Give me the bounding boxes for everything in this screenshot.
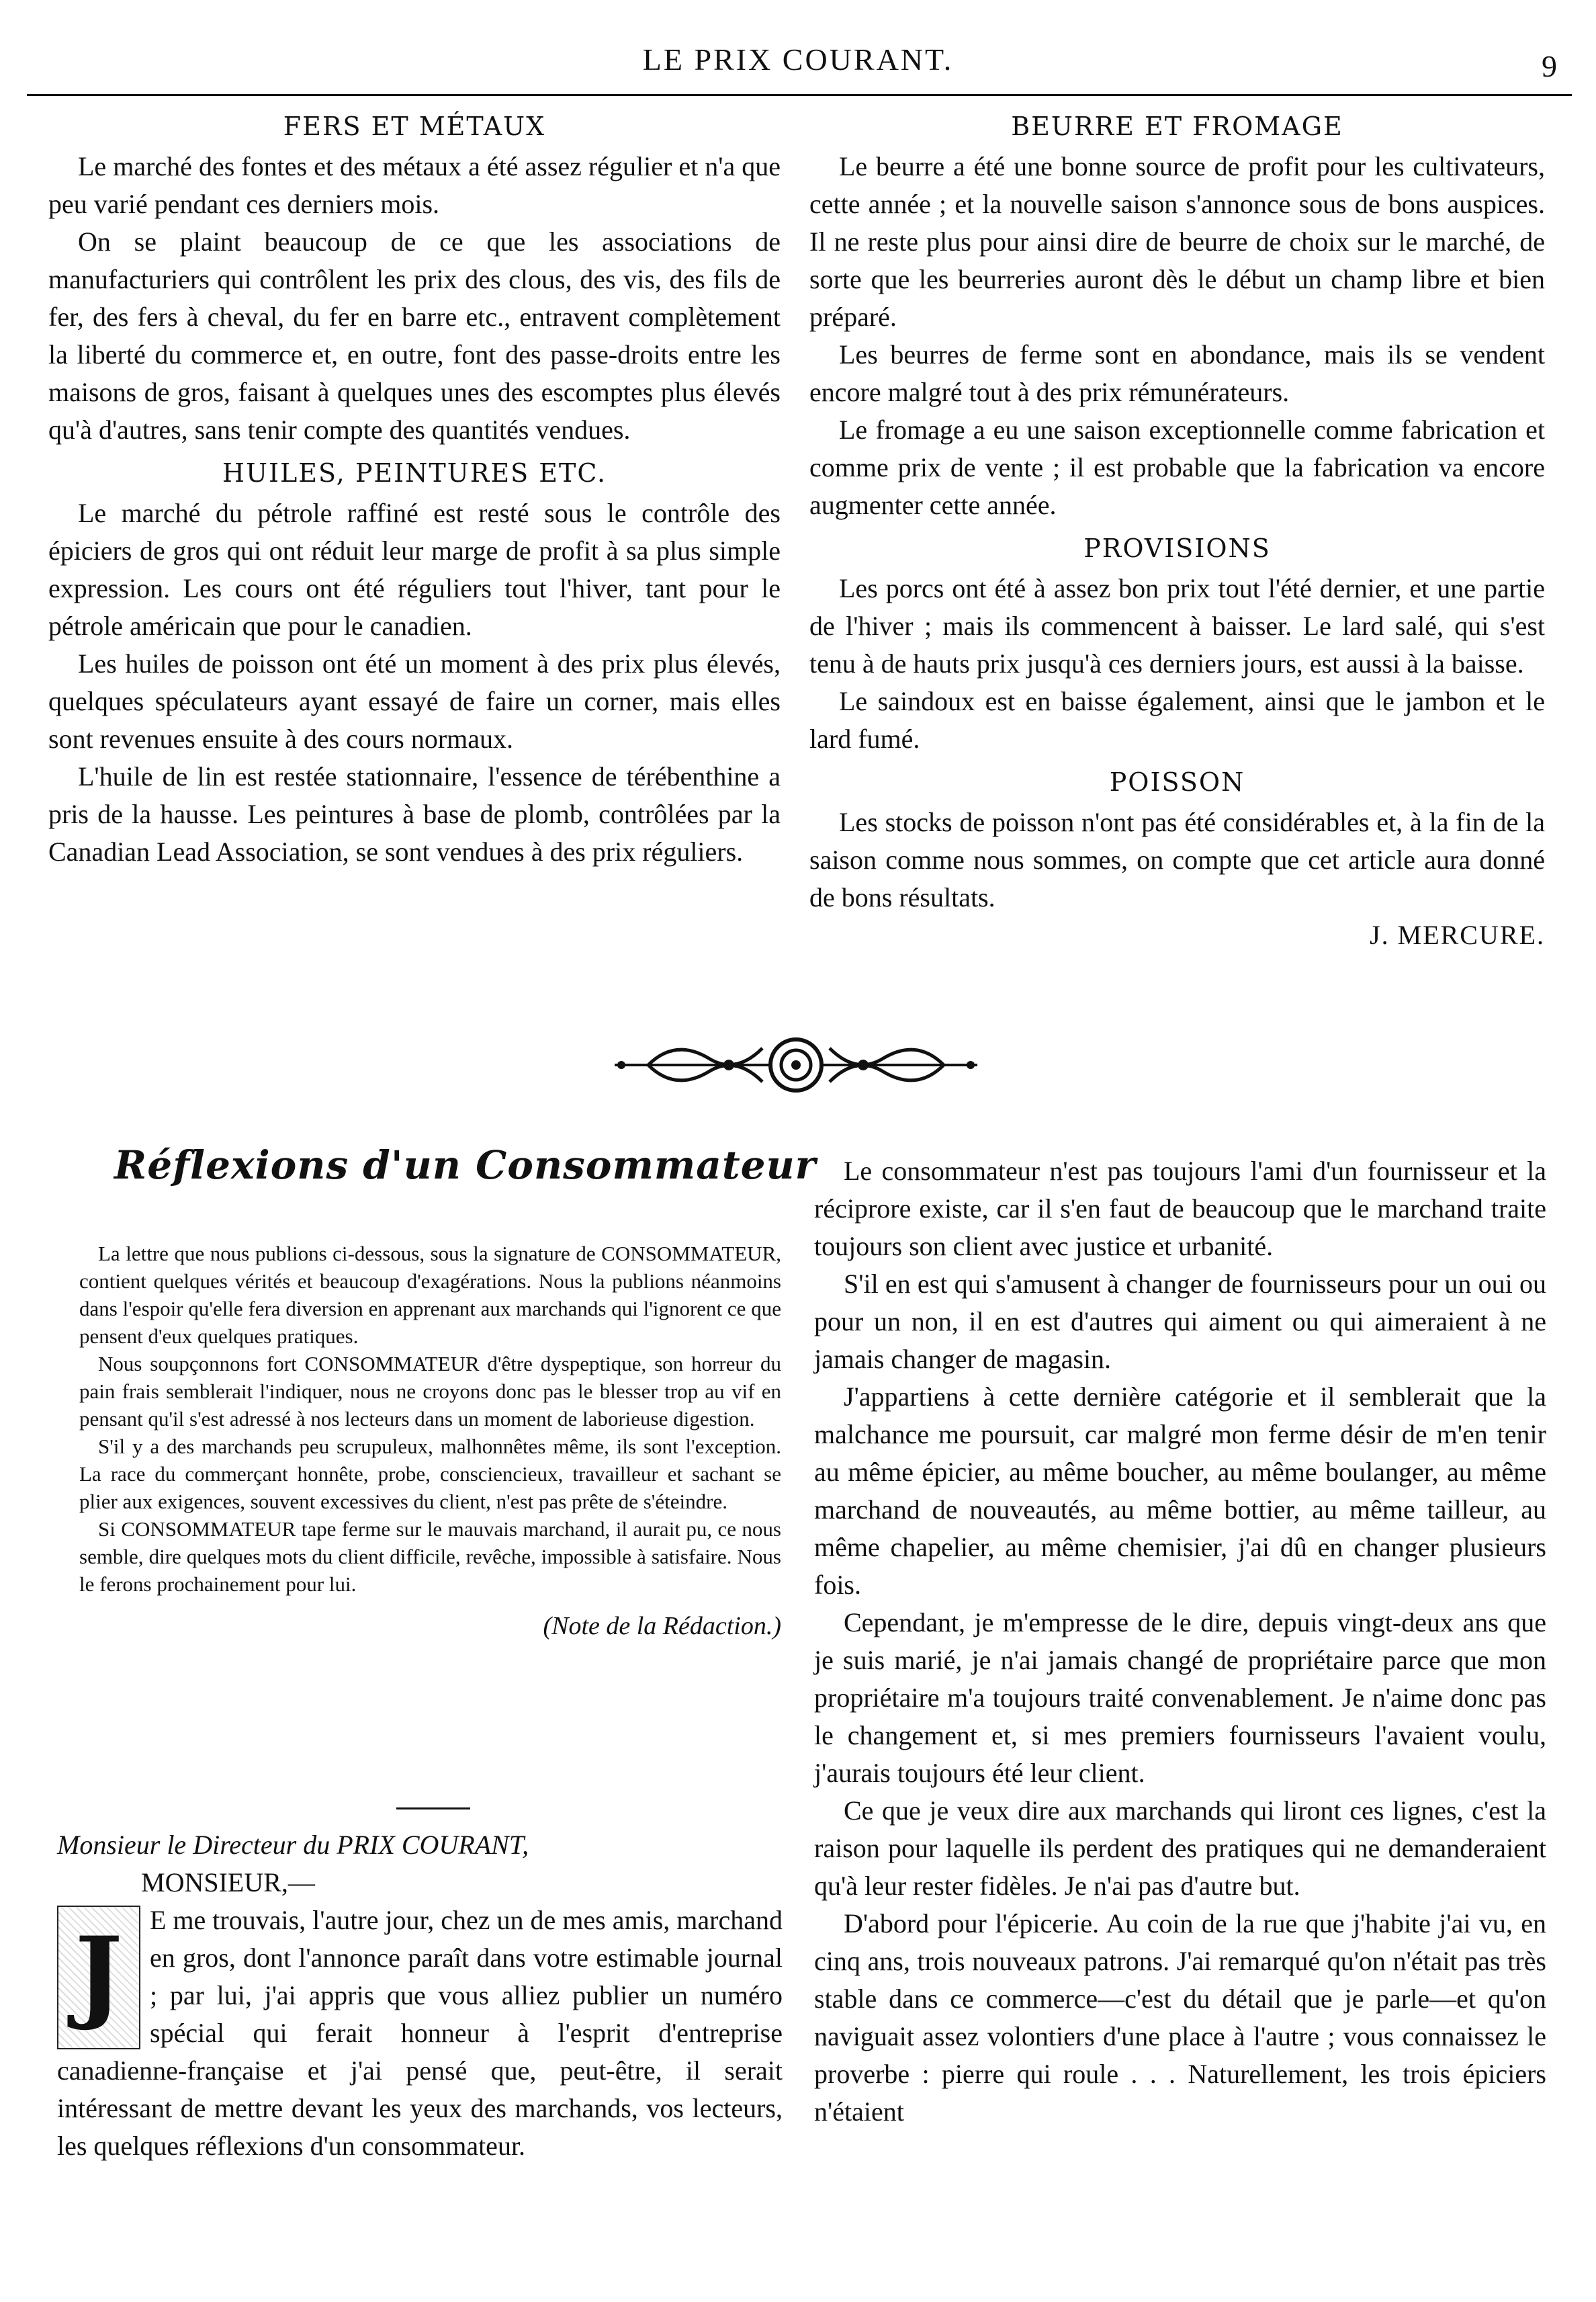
ornament-divider: [608, 1031, 984, 1099]
letter-paragraph: S'il en est qui s'amusent à changer de fournisseurs pour un oui ou pour un non, il en est d'autres qui aiment ou qui aimeraient à ne jamais changer de magasin.: [814, 1269, 1546, 1374]
paragraph: Les porcs ont été à assez bon prix tout l'été dernier, et une partie de l'hiver ; mais ils commencent à baisser. Le lard salé, qui s'est tenu à de hauts prix jusqu'à ces derniers jours, est aussi à la baisse.: [809, 573, 1545, 679]
note-paragraph: La lettre que nous publions ci-dessous, sous la signature de CONSOMMATEUR, contient quelques vérités et beaucoup d'exagérations. Nous la publions néanmoins dans l'espoir qu'elle fera diversion en apprenant aux marchands qui l'ignorent ce que pensent d'eux quelques pratiques.: [79, 1242, 781, 1348]
paragraph: On se plaint beaucoup de ce que les associations de manufacturiers qui contrôlent les prix des clous, des vis, des fils de fer, des fers à cheval, du fer en barre etc., entravent complètement la liberté du commerce et, en outre, font des passe-droits entre les maisons de gros, faisant à quelques unes des escomptes plus élevés qu'à d'autres, sans tenir compte des quantités vendues.: [48, 226, 781, 445]
letter-paragraph: Cependant, je m'empresse de le dire, depuis vingt-deux ans que je suis marié, je n'ai jamais changé de propriétaire parce que mon propriétaire m'a toujours traité convenablement. Je n'aime donc pas le changement et, si mes premiers fournisseurs l'avaient voulu, j'aurais toujours été leur client.: [814, 1607, 1546, 1788]
note-paragraph: Nous soupçonnons fort CONSOMMATEUR d'être dyspeptique, son horreur du pain frais semblerait l'indiquer, nous ne croyons donc pas le blesser trop au vif en pensant qu'il s'est adressé à nos lecteurs dans un moment de laborieuse digestion.: [79, 1352, 781, 1431]
letter-left-column: [57, 1826, 783, 2165]
section-heading: HUILES, PEINTURES ETC.: [222, 458, 607, 488]
letter-paragraph: Le consommateur n'est pas toujours l'ami d'un fournisseur et la réciprore existe, car il s'en faut de beaucoup que le marchand traite toujours son client avec justice et urbanité.: [814, 1156, 1546, 1261]
right-top-column: [809, 108, 1545, 954]
paragraph: Le fromage a eu une saison exceptionnelle comme fabrication et comme prix de vente ; il est probable que la fabrication va encore augmenter cette année.: [809, 415, 1545, 520]
paragraph: Les huiles de poisson ont été un moment à des prix plus élevés, quelques spéculateurs ayant essayé de faire un corner, mais elles sont revenues ensuite à des cours normaux.: [48, 648, 781, 754]
salutation: Monsieur le Directeur du PRIX COURANT,: [57, 1830, 529, 1860]
letter-paragraph: J'appartiens à cette dernière catégorie et il semblerait que la malchance me poursuit, car malgré mon ferme désir de m'en tenir au même épicier, au même boucher, au même boulanger, au même marchand de nouveautés, au même bottier, au même tailleur, au même chapelier, au même chemisier, j'ai dû en changer plusieurs fois.: [814, 1381, 1546, 1600]
salutation-monsieur: MONSIEUR,—: [141, 1867, 315, 1898]
editor-note: [79, 1240, 781, 1645]
note-paragraph: S'il y a des marchands peu scrupuleux, malhonnêtes même, ils sont l'exception. La race du commerçant honnête, probe, consciencieux, travailleur et sachant se plier aux exigences, souvent excessives du client, n'est pas prête de s'éteindre.: [79, 1435, 781, 1513]
editor-note-signature: (Note de la Rédaction.): [543, 1612, 781, 1640]
paragraph: L'huile de lin est restée stationnaire, l'essence de térébenthine a pris de la hausse. Les peintures à base de plomb, contrôlées par la Canadian Lead Association, se sont vendues à des prix réguliers.: [48, 761, 781, 867]
page-number: 9: [1542, 49, 1557, 83]
signature: J. MERCURE.: [1370, 920, 1545, 950]
section-heading: BEURRE ET FROMAGE: [1011, 112, 1343, 141]
paragraph: Le beurre a été une bonne source de profit pour les cultivateurs, cette année ; et la nouvelle saison s'annonce sous de bons auspices. Il ne reste plus pour ainsi dire de beurre de choix sur le marché, de sorte que les beurreries auront dès le début un champ libre et bien préparé.: [809, 151, 1545, 332]
section-heading: POISSON: [1109, 767, 1245, 797]
paragraph: Le marché des fontes et des métaux a été assez régulier et n'a que peu varié pendant ces derniers mois.: [48, 151, 781, 219]
paragraph: Les stocks de poisson n'ont pas été considérables et, à la fin de la saison comme nous sommes, on compte que cet article aura donné de bons résultats.: [809, 807, 1545, 912]
paragraph: Le marché du pétrole raffiné est resté sous le contrôle des épiciers de gros qui ont réduit leur marge de profit à sa plus simple expression. Les cours ont été réguliers tout l'hiver, tant pour le pétrole américain que pour le canadien.: [48, 498, 781, 641]
short-divider: [396, 1807, 470, 1809]
drop-cap: J: [57, 1906, 140, 2049]
article-title: Réflexions d'un Consommateur: [114, 1142, 817, 1188]
paragraph: Le saindoux est en baisse également, ainsi que le jambon et le lard fumé.: [809, 686, 1545, 754]
left-top-column: [48, 108, 781, 871]
section-heading: FERS ET MÉTAUX: [283, 112, 546, 141]
letter-paragraph: E me trouvais, l'autre jour, chez un de mes amis, marchand en gros, dont l'annonce paraît dans votre estimable journal ; par lui, j'ai appris que vous alliez publier un numéro spécial qui ferait honneur à l'esprit d'entreprise canadienne-française et j'ai pensé que, peut-être, il serait intéressant de mettre devant les yeux des marchands, vos lecteurs, les quelques réflexions d'un consommateur.: [57, 1905, 783, 2161]
letter-right-column: [814, 1152, 1546, 2131]
letter-paragraph: Ce que je veux dire aux marchands qui liront ces lignes, c'est la raison pour laquelle ils perdent des pratiques qui ne demanderaient qu'à leur rester fidèles. Je n'ai pas d'autre but.: [814, 1795, 1546, 1901]
header-rule: [27, 94, 1572, 96]
letter-paragraph: D'abord pour l'épicerie. Au coin de la rue que j'habite j'ai vu, en cinq ans, trois nouveaux patrons. J'ai remarqué qu'on n'était pas très stable dans ce commerce—c'est du détail que je parle—et qu'on naviguait assez volontiers d'une place à l'autre ; vous connaissez le proverbe : pierre qui roule . . . Naturellement, les trois épiciers n'étaient: [814, 1908, 1546, 2127]
paragraph: Les beurres de ferme sont en abondance, mais ils se vendent encore malgré tout à des prix rémunérateurs.: [809, 339, 1545, 407]
page-header-title: LE PRIX COURANT.: [642, 42, 954, 77]
note-paragraph: Si CONSOMMATEUR tape ferme sur le mauvais marchand, il aurait pu, ce nous semble, dire quelques mots du client difficile, revêche, impossible à satisfaire. Nous le ferons prochainement pour lui.: [79, 1517, 781, 1596]
section-heading: PROVISIONS: [1083, 534, 1271, 563]
